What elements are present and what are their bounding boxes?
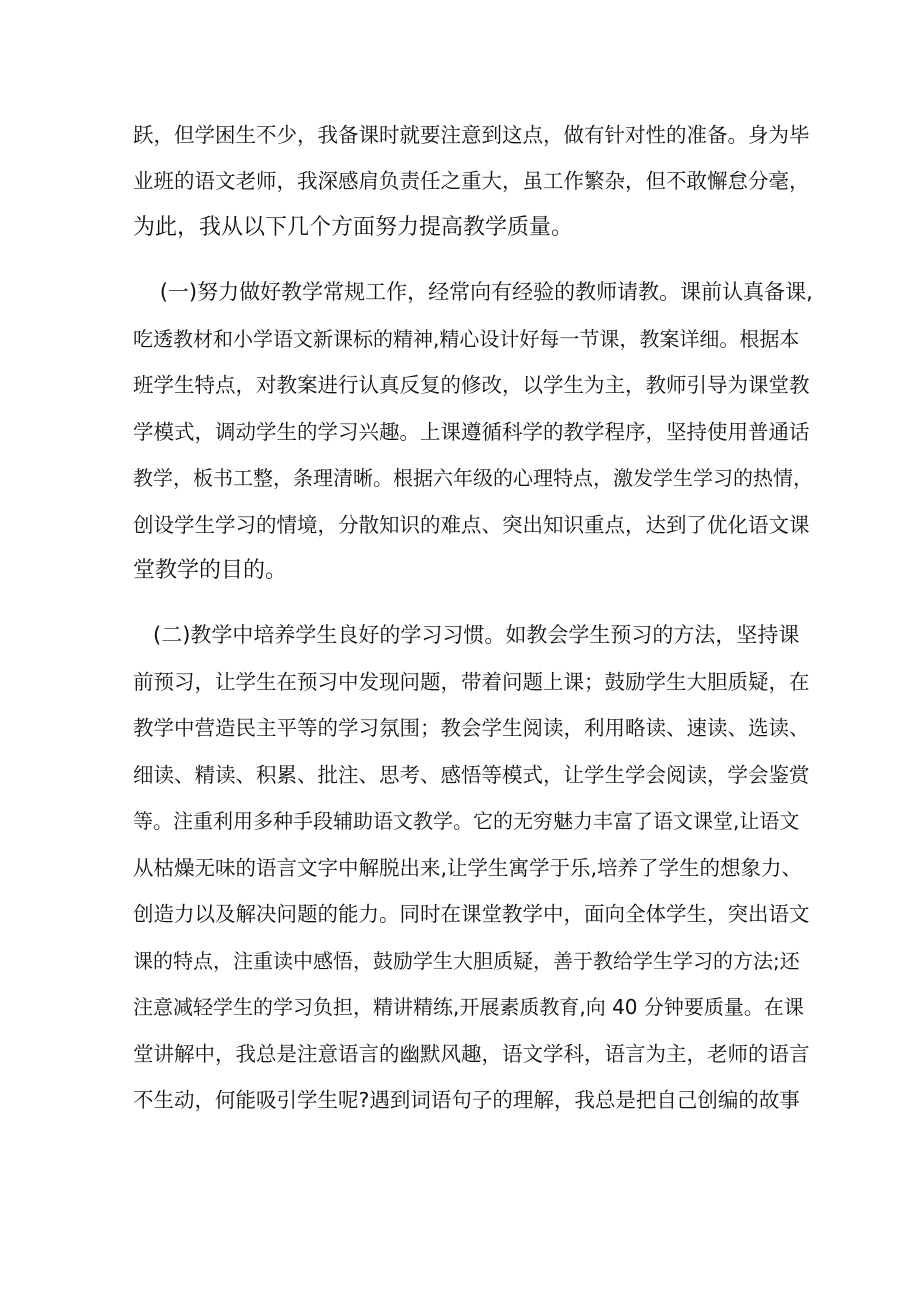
text-line: (二)教学中培养学生良好的学习习惯。如教会学生预习的方法，坚持课 (133, 623, 800, 647)
text-line: 创造力以及解决问题的能力。同时在课堂教学中，面向全体学生，突出语文 (133, 902, 810, 926)
text-line: 注意减轻学生的学习负担，精讲精练,开展素质教育,向 40 分钟要质量。在课 (133, 995, 804, 1019)
text-line: 课的特点，注重读中感悟，鼓励学生大胆质疑，善于教给学生学习的方法;还 (133, 949, 800, 973)
text-line: 教学，板书工整，条理清晰。根据六年级的心理特点，激发学生学习的热情， (133, 466, 813, 490)
text-line: 跃，但学困生不少，我备课时就要注意到这点，做有针对性的准备。身为毕 (133, 123, 810, 147)
text-line: 学模式，调动学生的学习兴趣。上课遵循科学的教学程序，坚持使用普通话 (133, 420, 810, 444)
text-line: 班学生特点，对教案进行认真反复的修改，以学生为主，教师引导为课堂教 (133, 373, 810, 397)
text-line: (一)努力做好教学常规工作，经常向有经验的教师请教。课前认真备课, (133, 280, 813, 304)
text-line: 堂教学的目的。 (133, 558, 288, 583)
text-line: 前预习，让学生在预习中发现问题，带着问题上课；鼓励学生大胆质疑，在 (133, 670, 810, 694)
text-line: 堂讲解中，我总是注意语言的幽默风趣，语文学科，语言为主，老师的语言 (133, 1042, 810, 1066)
text-line: 为此，我从以下几个方面努力提高教学质量。 (133, 215, 574, 240)
text-line: 不生动，何能吸引学生呢?遇到词语句子的理解，我总是把自己创编的故事 (133, 1088, 800, 1112)
text-line: 从枯燥无味的语言文字中解脱出来,让学生寓学于乐,培养了学生的想象力、 (133, 856, 803, 880)
text-line: 业班的语文老师，我深感肩负责任之重大，虽工作繁杂，但不敢懈怠分毫， (133, 169, 810, 193)
text-line: 吃透教材和小学语文新课标的精神,精心设计好每一节课，教案详细。根据本 (133, 327, 800, 351)
text-line: 创设学生学习的情境，分散知识的难点、突出知识重点，达到了优化语文课 (133, 513, 810, 537)
text-line: 细读、精读、积累、批注、思考、感悟等模式，让学生学会阅读，学会鉴赏 (133, 763, 810, 787)
text-line: 等。注重利用多种手段辅助语文教学。它的无穷魅力丰富了语文课堂,让语文 (133, 809, 800, 833)
text-line: 教学中营造民主平等的学习氛围；教会学生阅读，利用略读、速读、选读、 (133, 716, 810, 740)
